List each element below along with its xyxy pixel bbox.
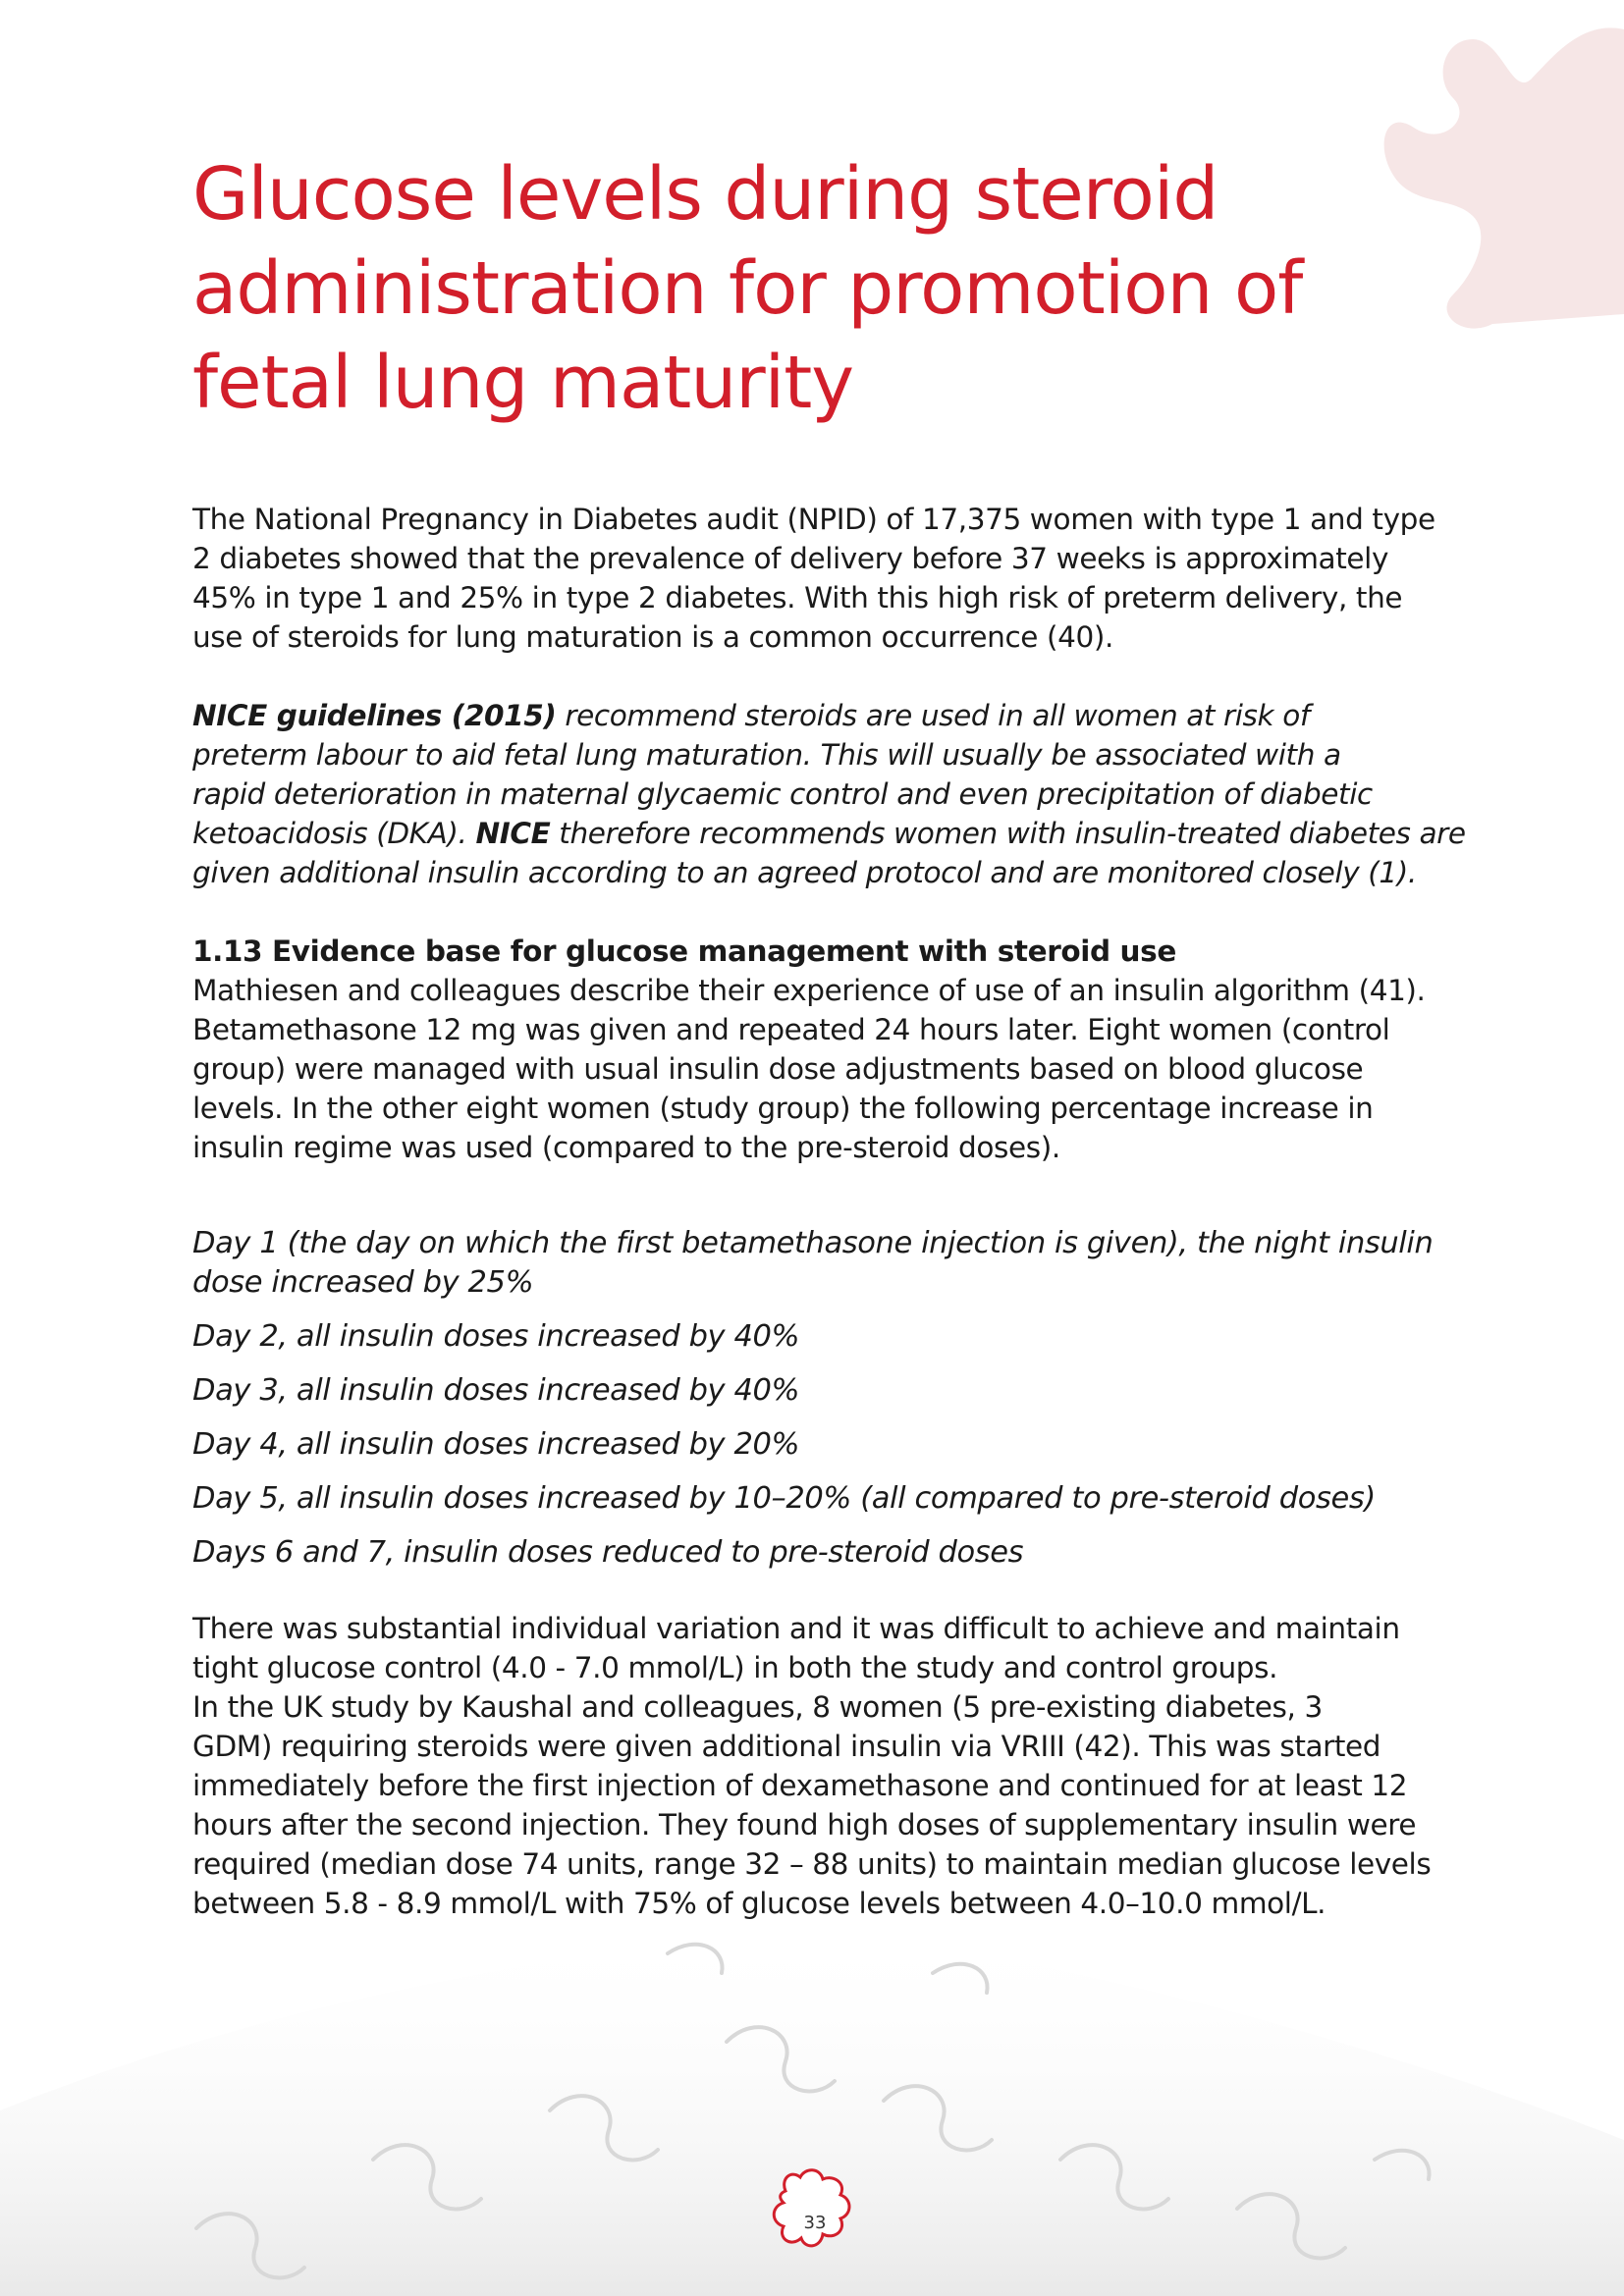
- regime-item-day3: Day 3, all insulin doses increased by 40%: [192, 1373, 800, 1408]
- nice-guidelines-label: NICE guidelines (2015): [192, 699, 557, 732]
- regime-item-day6-7: Days 6 and 7, insulin doses reduced to pre-steroid doses: [192, 1535, 1024, 1570]
- regime-item-day5: Day 5, all insulin doses increased by 10–20% (all compared to pre-steroid doses): [192, 1481, 1376, 1516]
- paragraph-nice-guidelines: [192, 696, 1469, 892]
- insulin-regime-list: [192, 1224, 1469, 1573]
- paragraph-mathiesen: Mathiesen and colleagues describe their experience of use of an insulin algorithm (41). Betamethasone 12 mg was given and repeated 24 hours later. Eight women (control group) were managed with usual insulin dose adjustments based on blood glucose levels. In the other eight women (study group) the following percentage increase in insulin regime was used (compared to the pre-steroid doses).: [192, 974, 1426, 1164]
- regime-item-day4: Day 4, all insulin doses increased by 20%: [192, 1427, 800, 1462]
- paragraph-kaushal-study: There was substantial individual variation and it was difficult to achieve and maintain tight glucose control (4.0 - 7.0 mmol/L) in both the study and control groups. In the UK study by Kaushal and colleagues, 8 women (5 pre-existing diabetes, 3 GDM) requiring steroids were given additional insulin via VRIII (42). This was started immediately before the first injection of dexamethasone and continued for at least 12 hours after the second injection. They found high doses of supplementary insulin were required (median dose 74 units, range 32 – 88 units) to maintain median glucose levels between 5.8 - 8.9 mmol/L with 75% of glucose levels between 4.0–10.0 mmol/L.: [192, 1612, 1432, 1920]
- regime-item-day1: Day 1 (the day on which the first betamethasone injection is given), the night insulin dose increased by 25%: [192, 1226, 1434, 1300]
- nice-label: NICE: [475, 817, 551, 850]
- nice-guidelines-text-2: therefore recommends women with insulin-treated diabetes are given additional insulin according to an agreed protocol and are monitored closely (1).: [192, 817, 1466, 889]
- regime-item-day2: Day 2, all insulin doses increased by 40%: [192, 1319, 800, 1354]
- nice-guidelines-text-1: recommend steroids are used in all women at risk of preterm labour to aid fetal lung maturation. This will usually be associated with a rapid deterioration in maternal glycaemic control and even precipitation of diabetic ketoacidosis (DKA).: [192, 699, 1373, 850]
- page-content: [192, 147, 1469, 1923]
- section-heading: 1.13 Evidence base for glucose management with steroid use: [192, 934, 1176, 968]
- page-number-puzzle-icon: [774, 2170, 849, 2246]
- page-number: 33: [803, 2213, 827, 2233]
- page-title: Glucose levels during steroid administration for promotion of fetal lung maturity: [192, 152, 1303, 425]
- paragraph-npid-audit: The National Pregnancy in Diabetes audit (NPID) of 17,375 women with type 1 and type 2 diabetes showed that the prevalence of delivery before 37 weeks is approximately 45% in type 1 and 25% in type 2 diabetes. With this high risk of preterm delivery, the use of steroids for lung maturation is a common occurrence (40).: [192, 503, 1435, 654]
